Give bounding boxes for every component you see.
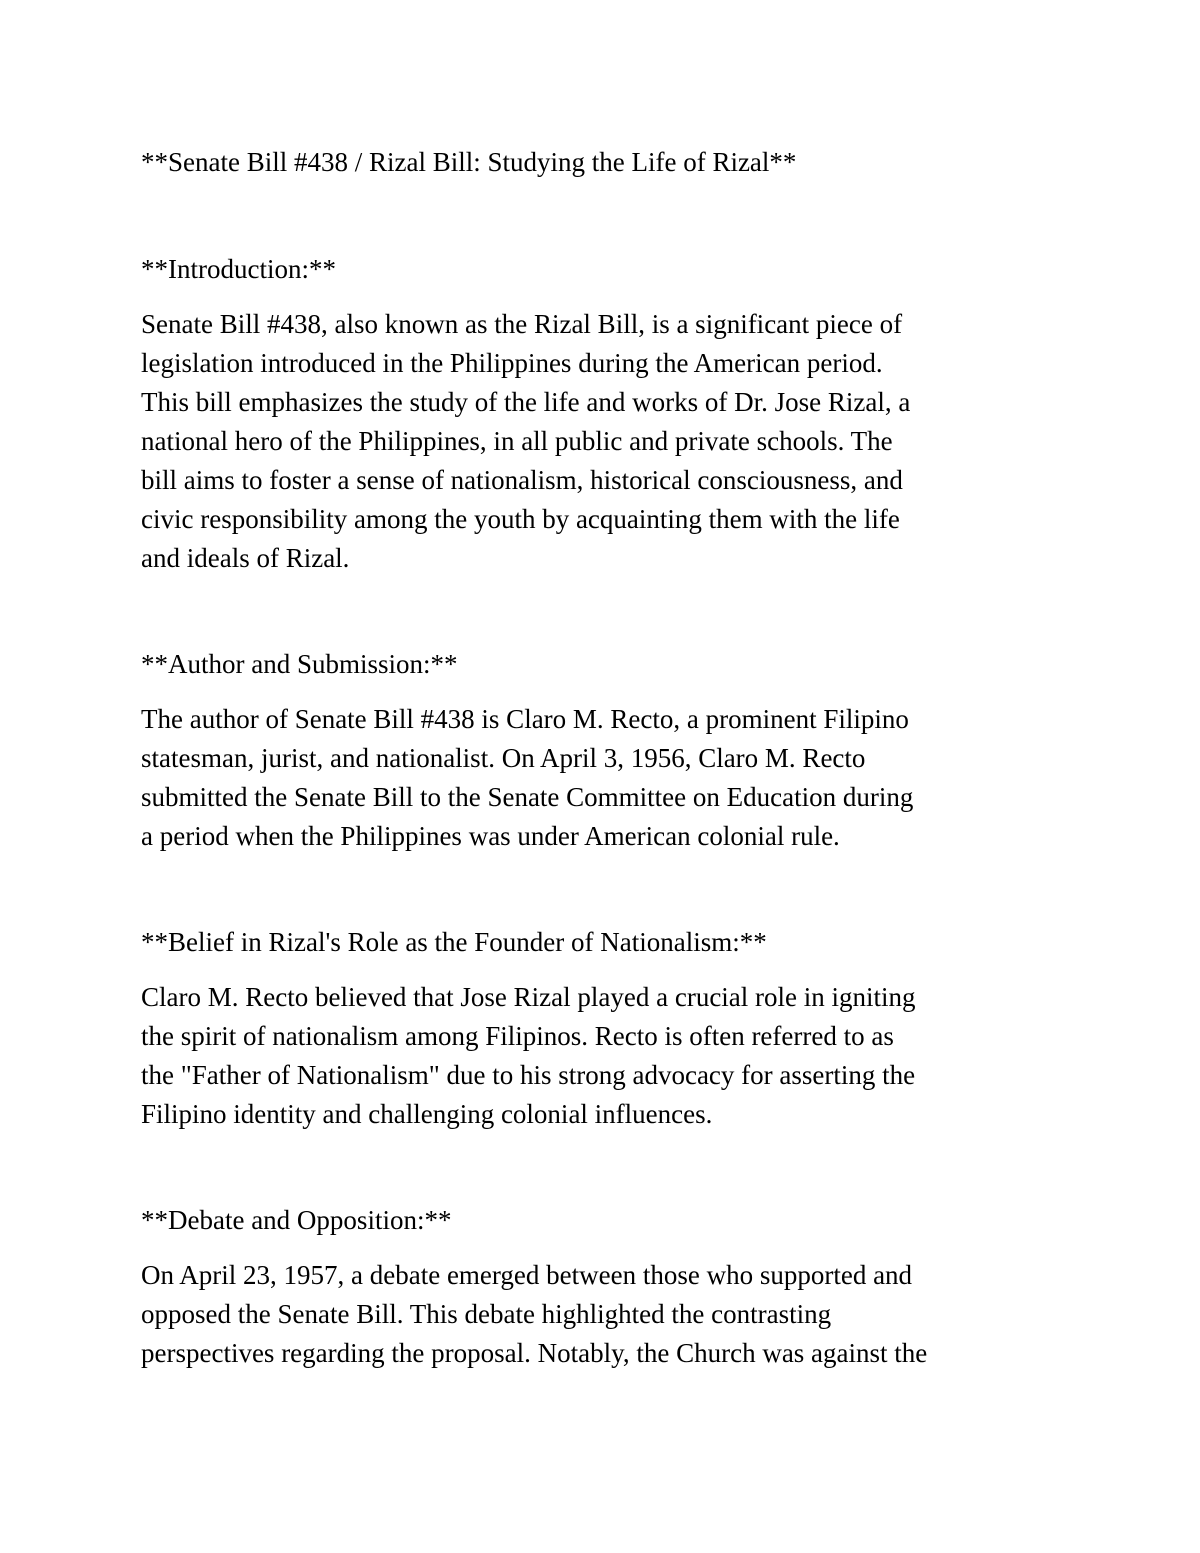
paragraph-line: national hero of the Philippines, in all public and private schools. The [141,426,893,456]
section-heading-belief: **Belief in Rizal's Role as the Founder of Nationalism:** [141,927,767,957]
section-heading-introduction: **Introduction:** [141,254,336,284]
paragraph-line: Senate Bill #438, also known as the Rizal Bill, is a significant piece of [141,309,903,339]
paragraph-line: opposed the Senate Bill. This debate highlighted the contrasting [141,1299,832,1329]
section-paragraph-debate [141,1256,1071,1373]
paragraph-line: This bill emphasizes the study of the life and works of Dr. Jose Rizal, a [141,387,911,417]
document-title: **Senate Bill #438 / Rizal Bill: Studying the Life of Rizal** [141,147,797,177]
section-paragraph-introduction [141,305,1071,578]
paragraph-line: bill aims to foster a sense of nationalism, historical consciousness, and [141,465,903,495]
paragraph-line: and ideals of Rizal. [141,543,350,573]
paragraph-line: civic responsibility among the youth by acquainting them with the life [141,504,900,534]
paragraph-line: Claro M. Recto believed that Jose Rizal played a crucial role in igniting [141,982,916,1012]
section-paragraph-author-submission [141,700,1071,856]
paragraph-line: Filipino identity and challenging colonial influences. [141,1099,713,1129]
paragraph-line: legislation introduced in the Philippines during the American period. [141,348,883,378]
section-heading-author-submission: **Author and Submission:** [141,649,458,679]
section-paragraph-belief [141,978,1071,1134]
paragraph-line: a period when the Philippines was under American colonial rule. [141,821,840,851]
paragraph-line: the spirit of nationalism among Filipinos. Recto is often referred to as [141,1021,894,1051]
document-body [141,142,1071,1373]
paragraph-line: submitted the Senate Bill to the Senate Committee on Education during [141,782,914,812]
section-heading-debate: **Debate and Opposition:** [141,1205,452,1235]
paragraph-line: statesman, jurist, and nationalist. On April 3, 1956, Claro M. Recto [141,743,866,773]
paragraph-line: the "Father of Nationalism" due to his strong advocacy for asserting the [141,1060,916,1090]
paragraph-line: The author of Senate Bill #438 is Claro M. Recto, a prominent Filipino [141,704,909,734]
paragraph-line: On April 23, 1957, a debate emerged between those who supported and [141,1260,913,1290]
paragraph-line: perspectives regarding the proposal. Notably, the Church was against the [141,1338,928,1368]
